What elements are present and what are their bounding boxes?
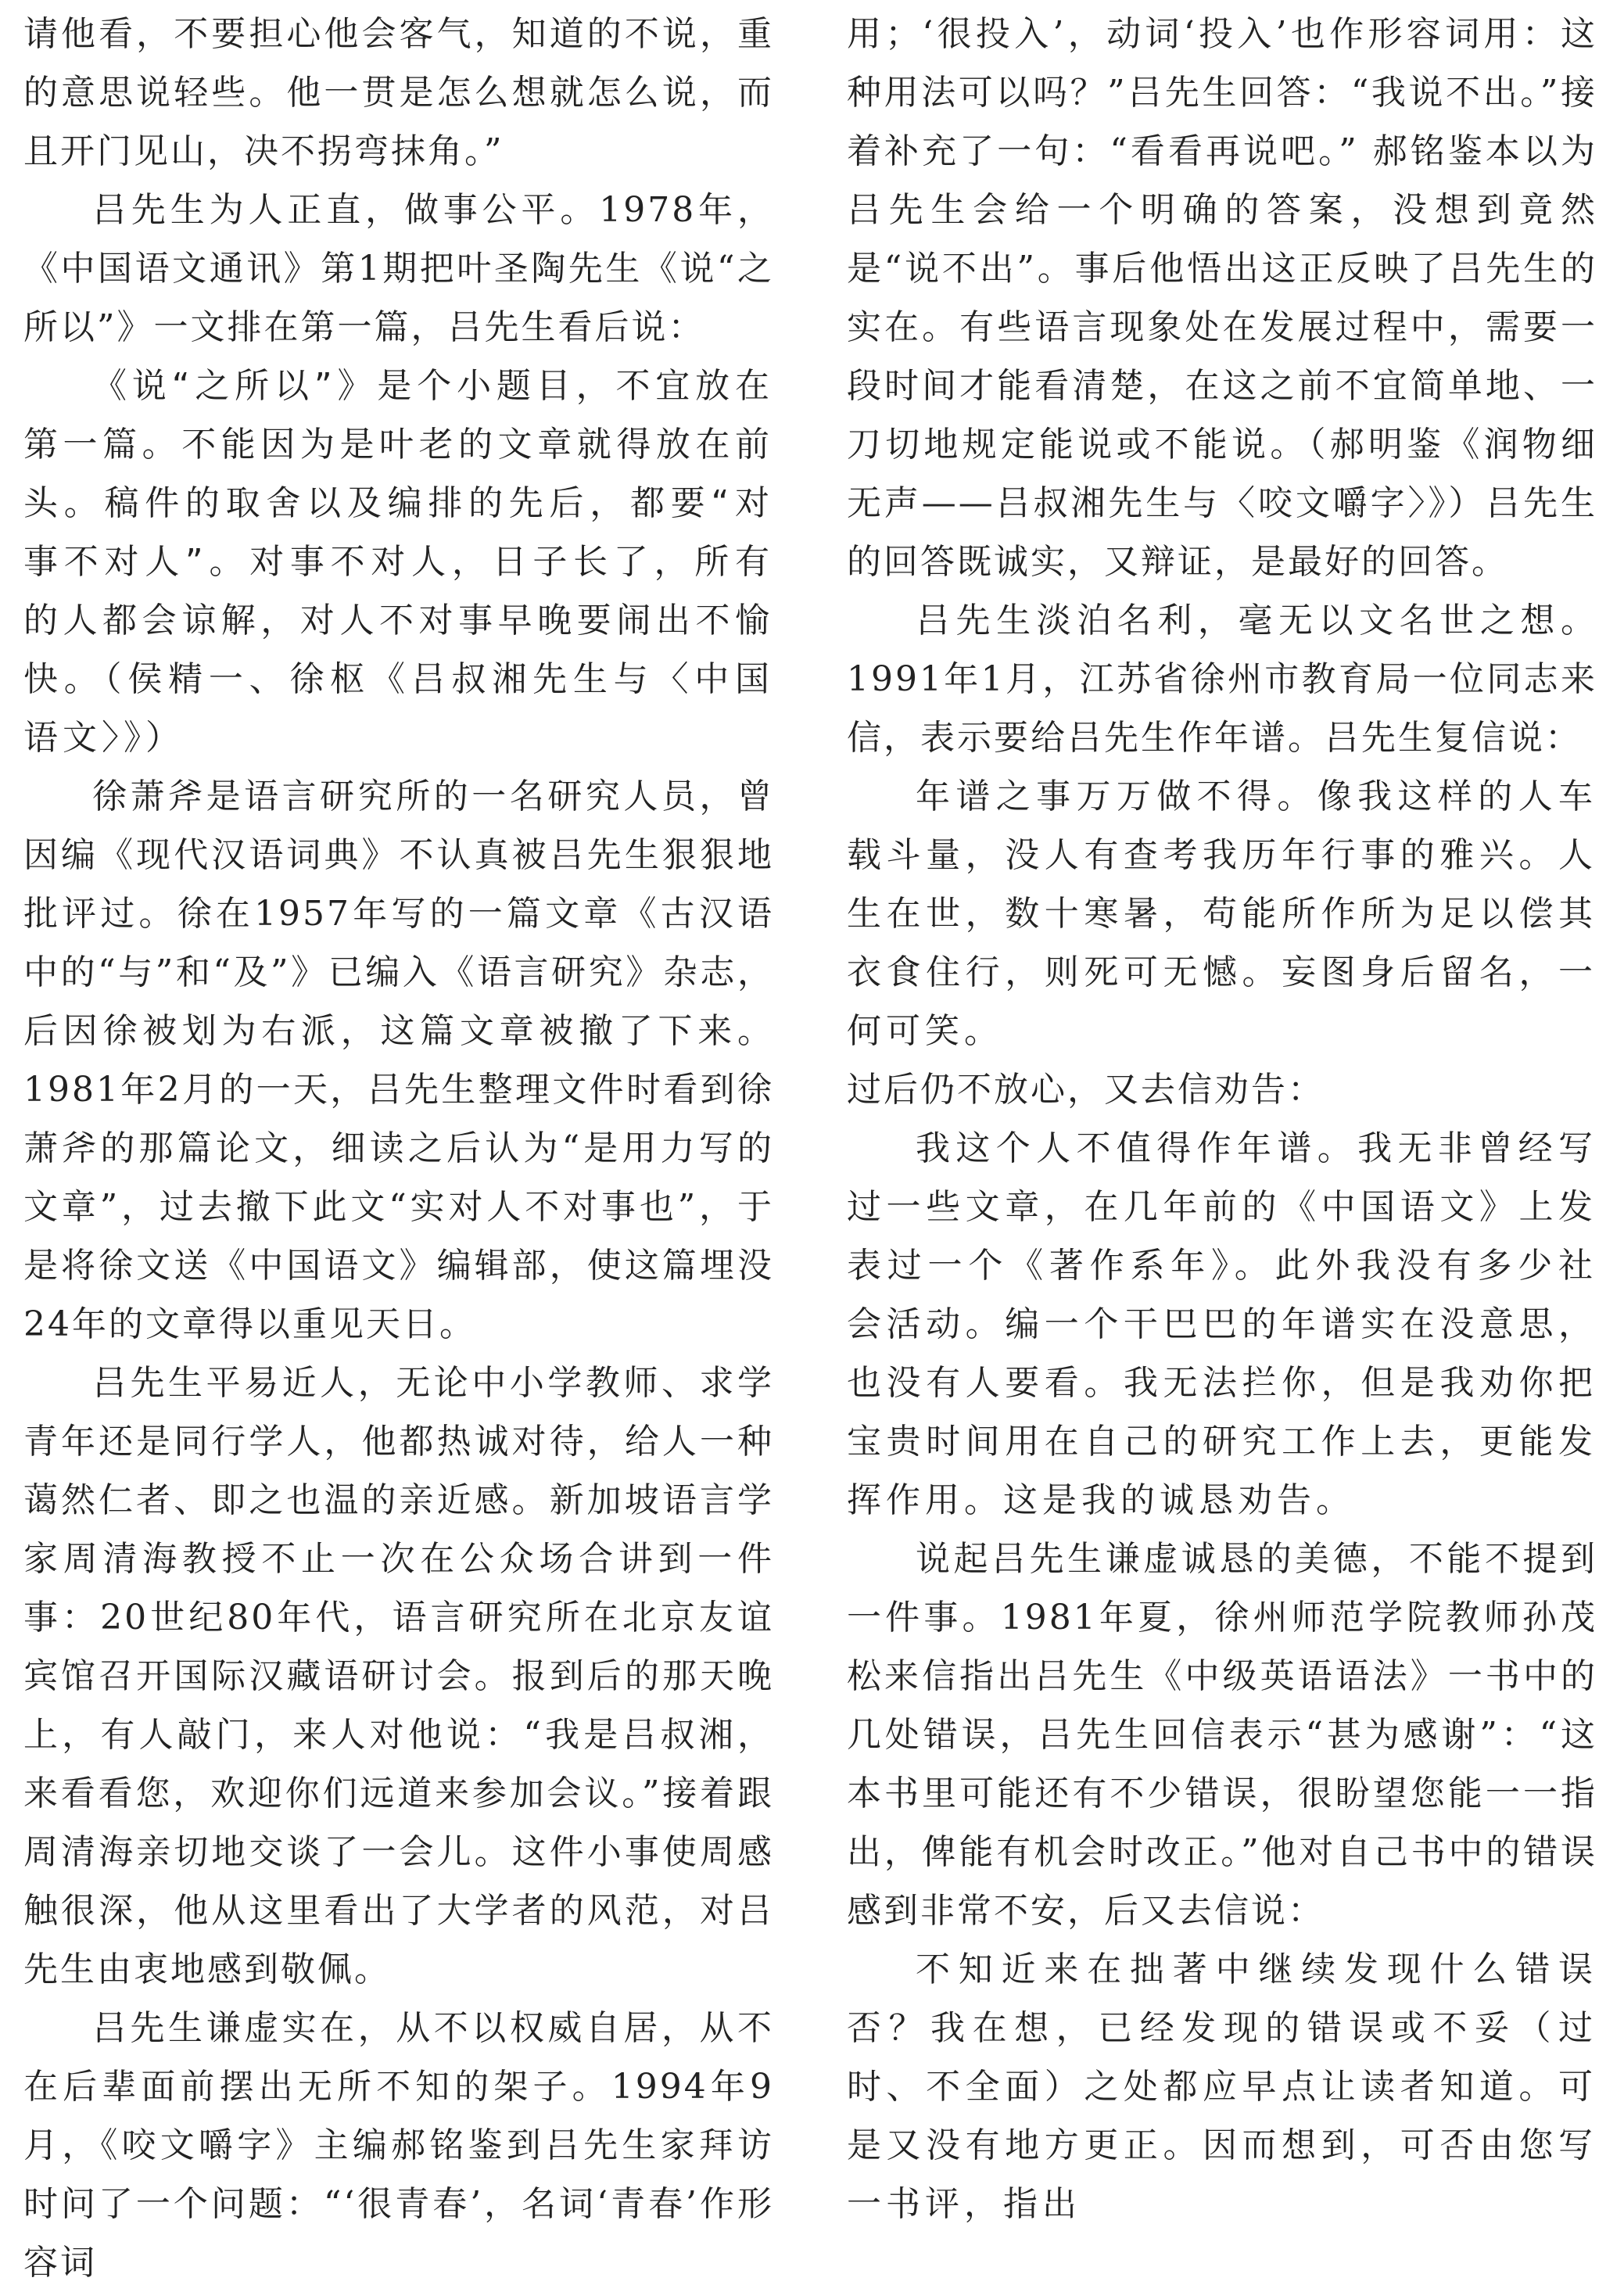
paragraph: 徐萧斧是语言研究所的一名研究人员，曾因编《现代汉语词典》不认真被吕先生狠狠地批评过。徐在1957年写的一篇文章《古汉语中的“与”和“及”》已编入《语言研究》杂志，后因徐被划为右派，这篇文章被撤了下来。1981年2月的一天，吕先生整理文件时看到徐萧斧的那篇论文，细读之后认为“是用力写的文章”，过去撤下此文“实对人不对事也”，于是将徐文送《中国语文》编辑部，使这篇埋没24年的文章得以重见天日。	[23, 777, 774, 1344]
right-column	[847, 5, 1597, 2233]
block-quote: 我这个人不值得作年谱。我无非曾经写过一些文章，在几年前的《中国语文》上发表过一个《著作系年》。此外我没有多少社会活动。编一个干巴巴的年谱实在没意思，也没有人要看。我无法拦你，但是我劝你把宝贵时间用在自己的研究工作上去，更能发挥作用。这是我的诚恳劝告。	[847, 1128, 1597, 1520]
left-column	[23, 5, 774, 2292]
paragraph: 吕先生淡泊名利，毫无以文名世之想。1991年1月，江苏省徐州市教育局一位同志来信，表示要给吕先生作年谱。吕先生复信说：	[847, 601, 1597, 758]
block-quote: 《说“之所以”》是个小题目，不宜放在第一篇。不能因为是叶老的文章就得放在前头。稿件的取舍以及编排的先后，都要“对事不对人”。对事不对人，日子长了，所有的人都会谅解，对人不对事早晚要闹出不愉快。（侯精一、徐枢《吕叔湘先生与〈中国语文〉》）	[23, 366, 774, 758]
paragraph: 过后仍不放心，又去信劝告：	[847, 1070, 1325, 1110]
paragraph: 吕先生平易近人，无论中小学教师、求学青年还是同行学人，他都热诚对待，给人一种蔼然仁者、即之也温的亲近感。新加坡语言学家周清海教授不止一次在公众场合讲到一件事：20世纪80年代，语言研究所在北京友谊宾馆召开国际汉藏语研讨会。报到后的那天晚上，有人敲门，来人对他说：“我是吕叔湘，来看看您，欢迎你们远道来参加会议。”接着跟周清海亲切地交谈了一会儿。这件小事使周感触很深，他从这里看出了大学者的风范，对吕先生由衷地感到敬佩。	[23, 1363, 774, 1989]
paragraph: 说起吕先生谦虚诚恳的美德，不能不提到一件事。1981年夏，徐州师范学院教师孙茂松来信指出吕先生《中级英语语法》一书中的几处错误，吕先生回信表示“甚为感谢”：“这本书里可能还有不少错误，很盼望您能一一指出，俾能有机会时改正。”他对自己书中的错误感到非常不安，后又去信说：	[847, 1539, 1597, 1931]
paragraph: 用；‘很投入’，动词‘投入’也作形容词用：这种用法可以吗？”吕先生回答：“我说不出。”接着补充了一句：“看看再说吧。” 郝铭鉴本以为吕先生会给一个明确的答案，没想到竟然是“说不出”。事后他悟出这正反映了吕先生的实在。有些语言现象处在发展过程中，需要一段时间才能看清楚，在这之前不宜简单地、一刀切地规定能说或不能说。（郝明鉴《润物细无声——吕叔湘先生与〈咬文嚼字〉》）吕先生的回答既诚实，又辩证，是最好的回答。	[847, 14, 1597, 582]
block-quote: 年谱之事万万做不得。像我这样的人车载斗量，没人有查考我历年行事的雅兴。人生在世，数十寒暑，苟能所作所为足以偿其衣食住行，则死可无憾。妄图身后留名，一何可笑。	[847, 777, 1597, 1051]
block-quote: 不知近来在拙著中继续发现什么错误否？我在想，已经发现的错误或不妥（过时、不全面）之处都应早点让读者知道。可是又没有地方更正。因而想到，可否由您写一书评，指出	[847, 1949, 1597, 2224]
paragraph: 吕先生谦虚实在，从不以权威自居，从不在后辈面前摆出无所不知的架子。1994年9月，《咬文嚼字》主编郝铭鉴到吕先生家拜访时问了一个问题：“‘很青春’，名词‘青春’作形容词	[23, 2008, 774, 2283]
paragraph: 请他看，不要担心他会客气，知道的不说，重的意思说轻些。他一贯是怎么想就怎么说，而且开门见山，决不拐弯抹角。”	[23, 14, 774, 171]
paragraph: 吕先生为人正直，做事公平。1978年，《中国语文通讯》第1期把叶圣陶先生《说“之所以”》一文排在第一篇，吕先生看后说：	[23, 190, 774, 347]
